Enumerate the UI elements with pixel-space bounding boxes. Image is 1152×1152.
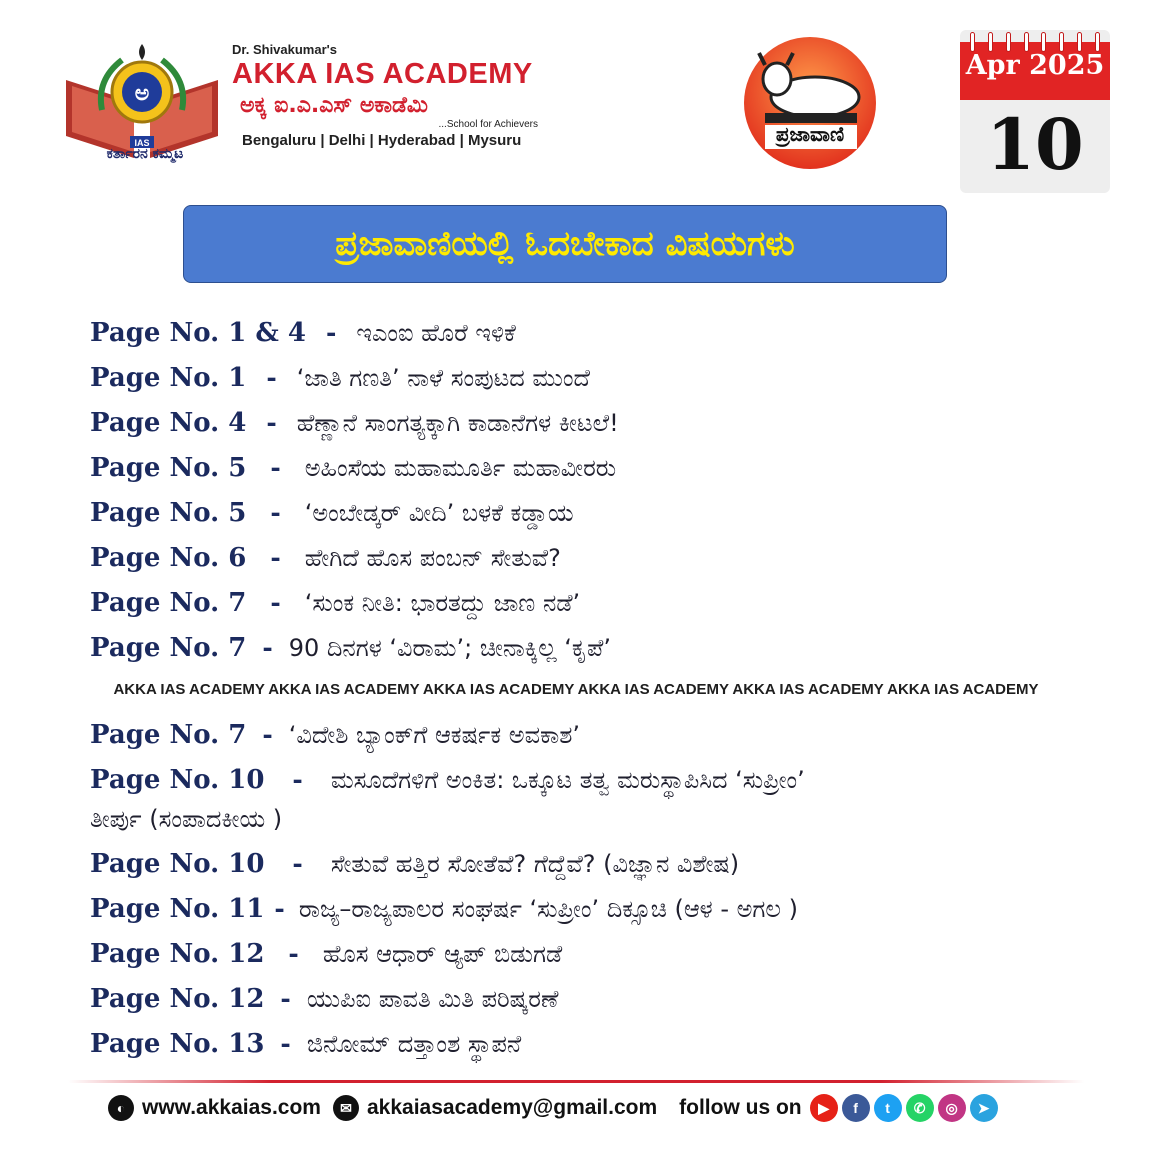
article-topic: ಹೊಸ ಆಧಾರ್ ಆ್ಯಪ್ ಬಿಡುಗಡೆ	[322, 940, 563, 968]
brand-name-kannada: ಅಕ್ಕ ಐ.ಎ.ಎಸ್ ಅಕಾಡೆಮಿ	[240, 93, 428, 118]
list-item: Page No. 7 - ‘ಸುಂಕ ನೀತಿ: ಭಾರತದ್ದು ಜಾಣ ನಡೆ’	[90, 588, 581, 618]
mail-icon: ✉	[333, 1095, 359, 1121]
calendar-date	[960, 30, 1110, 193]
svg-text:ಅ: ಅ	[134, 81, 150, 106]
article-topic: ಹೇಗಿದೆ ಹೊಸ ಪಂಬನ್ ಸೇತುವೆ?	[304, 544, 561, 572]
emblem-caption: ಕರ್ತಾರನ ಕಮ್ಮಟ	[106, 146, 184, 162]
list-item: Page No. 1 - ‘ಜಾತಿ ಗಣತಿ’ ನಾಳೆ ಸಂಪುಟದ ಮುಂದೆ	[90, 363, 590, 393]
whatsapp-icon[interactable]: ✆	[906, 1094, 934, 1122]
article-list-top	[90, 318, 1090, 678]
article-topic: 90 ದಿನಗಳ ‘ವಿರಾಮ’; ಚೀನಾಕ್ಕಿಲ್ಲ ‘ಕೃಪೆ’	[288, 634, 611, 662]
facebook-icon[interactable]: f	[842, 1094, 870, 1122]
list-item: Page No. 10 - ಮಸೂದೆಗಳಿಗೆ ಅಂಕಿತ: ಒಕ್ಕೂಟ ತತ್ವ ಮರುಸ್ಥಾಪಿಸಿದ ‘ಸುಪ್ರೀಂ’ ತೀರ್ಪು (ಸಂಪಾದಕೀಯ )	[90, 765, 1090, 849]
list-item: Page No. 6 - ಹೇಗಿದೆ ಹೊಸ ಪಂಬನ್ ಸೇತುವೆ?	[90, 543, 561, 573]
article-topic: ಜಿನೋಮ್ ದತ್ತಾಂಶ ಸ್ಥಾಪನೆ	[306, 1030, 522, 1058]
page-number: Page No. 10	[90, 849, 265, 879]
article-topic: ‘ಅಂಬೇಡ್ಕರ್ ವೀದಿ’ ಬಳಕೆ ಕಡ್ಡಾಯ	[304, 499, 574, 527]
list-item: Page No. 7 - 90 ದಿನಗಳ ‘ವಿರಾಮ’; ಚೀನಾಕ್ಕಿಲ್ಲ ‘ಕೃಪೆ’	[90, 633, 611, 663]
article-topic-continued: ತೀರ್ಪು (ಸಂಪಾದಕೀಯ )	[90, 805, 283, 833]
emblem-badge-label: IAS	[134, 138, 150, 148]
footer-divider	[68, 1080, 1084, 1083]
email-link[interactable]: akkaiasacademy@gmail.com	[366, 1096, 658, 1119]
list-item: Page No. 5 - ಅಹಿಂಸೆಯ ಮಹಾಮೂರ್ತಿ ಮಹಾವೀರರು	[90, 453, 617, 483]
page-number: Page No. 7	[90, 588, 247, 618]
title-banner	[183, 205, 947, 283]
article-topic: ‘ವಿದೇಶಿ ಬ್ಯಾಂಕ್‌ಗೆ ಆಕರ್ಷಕ ಅವಕಾಶ’	[288, 721, 581, 749]
list-item: Page No. 10 - ಸೇತುವೆ ಹತ್ತಿರ ಸೋತೆವೆ? ಗೆದ್ದೆವೆ? (ವಿಜ್ಞಾನ ವಿಶೇಷ)	[90, 849, 740, 879]
page-title: ಪ್ರಜಾವಾಣಿಯಲ್ಲಿ ಓದಬೇಕಾದ ವಿಷಯಗಳು	[335, 224, 795, 264]
instagram-icon[interactable]: ◎	[938, 1094, 966, 1122]
article-topic: ಸೇತುವೆ ಹತ್ತಿರ ಸೋತೆವೆ? ಗೆದ್ದೆವೆ? (ವಿಜ್ಞಾನ ವಿಶೇಷ)	[330, 850, 740, 878]
page-number: Page No. 7	[90, 720, 247, 750]
paper-name: ಪ್ರಜಾವಾಣಿ	[775, 122, 845, 146]
calendar-month: Apr 2025	[965, 50, 1105, 81]
list-item: Page No. 5 - ‘ಅಂಬೇಡ್ಕರ್ ವೀದಿ’ ಬಳಕೆ ಕಡ್ಡಾಯ	[90, 498, 574, 528]
article-topic: ಯುಪಿಐ ಪಾವತಿ ಮಿತಿ ಪರಿಷ್ಕರಣೆ	[306, 985, 559, 1013]
page-number: Page No. 5	[90, 453, 247, 483]
brand-name: AKKA IAS ACADEMY	[232, 58, 533, 90]
globe-icon: ◐	[108, 1095, 134, 1121]
brand-tagline: ...School for Achievers	[438, 119, 538, 130]
article-topic: ‘ಜಾತಿ ಗಣತಿ’ ನಾಳೆ ಸಂಪುಟದ ಮುಂದೆ	[296, 364, 590, 392]
page-number: Page No. 6	[90, 543, 247, 573]
footer	[108, 1090, 1002, 1126]
watermark-line: AKKA IAS ACADEMY AKKA IAS ACADEMY AKKA IAS ACADEMY AKKA IAS ACADEMY AKKA IAS ACADEMY AKKA IAS ACADEMY	[113, 681, 1039, 698]
article-topic: ರಾಜ್ಯ–ರಾಜ್ಯಪಾಲರ ಸಂಘರ್ಷ ‘ಸುಪ್ರೀಂ’ ದಿಕ್ಸೂಚಿ (ಆಳ - ಅಗಲ )	[298, 895, 798, 923]
follow-label: follow us on	[679, 1096, 802, 1119]
article-topic: ಇಎಂಐ ಹೊರೆ ಇಳಿಕೆ	[356, 319, 516, 347]
page-number: Page No. 5	[90, 498, 247, 528]
page-number: Page No. 13	[90, 1029, 265, 1059]
youtube-icon[interactable]: ▶	[810, 1094, 838, 1122]
article-topic: ‘ಸುಂಕ ನೀತಿ: ಭಾರತದ್ದು ಜಾಣ ನಡೆ’	[304, 589, 581, 617]
list-item: Page No. 13 - ಜಿನೋಮ್ ದತ್ತಾಂಶ ಸ್ಥಾಪನೆ	[90, 1029, 522, 1059]
list-item: Page No. 4 - ಹೆಣ್ಣಾನೆ ಸಾಂಗತ್ಯಕ್ಕಾಗಿ ಕಾಡಾನೆಗಳ ಕೀಟಲೆ!	[90, 408, 619, 438]
calendar-day: 10	[986, 103, 1084, 186]
brand-block	[232, 42, 562, 149]
article-topic: ಮಸೂದೆಗಳಿಗೆ ಅಂಕಿತ: ಒಕ್ಕೂಟ ತತ್ವ ಮರುಸ್ಥಾಪಿಸಿದ ‘ಸುಪ್ರೀಂ’	[330, 766, 805, 794]
list-item: Page No. 11 - ರಾಜ್ಯ–ರಾಜ್ಯಪಾಲರ ಸಂಘರ್ಷ ‘ಸುಪ್ರೀಂ’ ದಿಕ್ಸೂಚಿ (ಆಳ - ಅಗಲ )	[90, 894, 798, 924]
calendar-rings-icon	[970, 32, 1100, 52]
page-number: Page No. 7	[90, 633, 247, 663]
page-number: Page No. 12	[90, 984, 265, 1014]
prajavani-logo-icon	[735, 35, 885, 175]
list-item: Page No. 7 - ‘ವಿದೇಶಿ ಬ್ಯಾಂಕ್‌ಗೆ ಆಕರ್ಷಕ ಅವಕಾಶ’	[90, 720, 581, 750]
brand-cities: Bengaluru | Delhi | Hyderabad | Mysuru	[242, 132, 522, 149]
page-number: Page No. 1	[90, 363, 247, 393]
telegram-icon[interactable]: ➤	[970, 1094, 998, 1122]
twitter-icon[interactable]: t	[874, 1094, 902, 1122]
page-number: Page No. 10	[90, 765, 265, 795]
page-number: Page No. 1 & 4	[90, 318, 306, 348]
article-topic: ಹೆಣ್ಣಾನೆ ಸಾಂಗತ್ಯಕ್ಕಾಗಿ ಕಾಡಾನೆಗಳ ಕೀಟಲೆ!	[296, 409, 619, 437]
page-number: Page No. 12	[90, 939, 265, 969]
page-number: Page No. 4	[90, 408, 247, 438]
list-item: Page No. 12 - ಯುಪಿಐ ಪಾವತಿ ಮಿತಿ ಪರಿಷ್ಕರಣೆ	[90, 984, 559, 1014]
page-number: Page No. 11	[90, 894, 265, 924]
list-item: Page No. 12 - ಹೊಸ ಆಧಾರ್ ಆ್ಯಪ್ ಬಿಡುಗಡೆ	[90, 939, 563, 969]
article-topic: ಅಹಿಂಸೆಯ ಮಹಾಮೂರ್ತಿ ಮಹಾವೀರರು	[304, 454, 617, 482]
website-link[interactable]: www.akkaias.com	[142, 1096, 321, 1119]
brand-pre: Dr. Shivakumar's	[232, 42, 337, 57]
list-item: Page No. 1 & 4 - ಇಎಂಐ ಹೊರೆ ಇಳಿಕೆ	[90, 318, 516, 348]
article-list-bottom	[90, 720, 1090, 1074]
